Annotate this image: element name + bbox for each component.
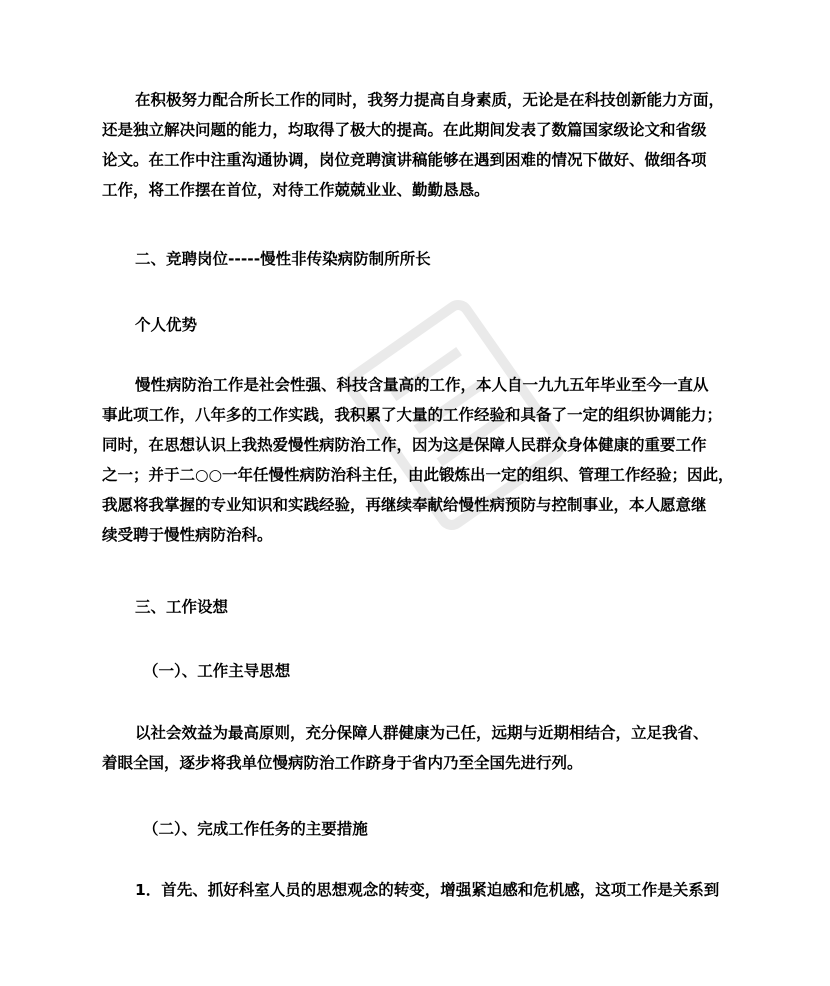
text-line: 慢性病防治工作是社会性强、科技含量高的工作，本人自一九九五年毕业至今一直从 [135,376,709,394]
subheading-personal-advantage: 个人优势 [135,316,198,334]
paragraph-advantage [102,370,732,550]
section-heading-position: 二、竞聘岗位-----慢性非传染病防制所所长 [135,250,431,268]
text-line: 事此项工作，八年多的工作实践，我积累了大量的工作经验和具备了一定的组织协调能力； [102,406,723,424]
text-line: 着眼全国，逐步将我单位慢病防治工作跻身于省内乃至全国先进行列。 [102,754,583,772]
text-line: 我愿将我掌握的专业知识和实践经验，再继续奉献给慢性病预防与控制事业，本人愿意继 [102,496,707,514]
text-line: 续受聘于慢性病防治科。 [102,526,273,544]
text-line: 还是独立解决问题的能力，均取得了极大的提高。在此期间发表了数篇国家级论文和省级 [102,121,707,139]
text-line: 论文。在工作中注重沟通协调，岗位竞聘演讲稿能够在遇到困难的情况下做好、做细各项 [102,151,707,169]
text-line: 之一；并于二○○一年任慢性病防治科主任，由此锻炼出一定的组织、管理工作经验；因此， [102,466,734,484]
text-line: 同时，在思想认识上我热爱慢性病防治工作，因为这是保障人民群众身体健康的重要工作 [102,436,707,454]
paragraph-self-improvement [102,85,732,205]
subheading-main-measures: （二）、完成工作任务的主要措施 [143,820,368,838]
paragraph-measure-1 [102,875,732,905]
paragraph-guiding-idea [102,718,732,778]
text-line: 1．首先、抓好科室人员的思想观念的转变，增强紧迫感和危机感，这项工作是关系到 [135,881,720,899]
section-heading-work-plan: 三、工作设想 [135,598,229,616]
text-line: 以社会效益为最高原则，充分保障人群健康为己任，远期与近期相结合，立足我省、 [135,724,709,742]
subheading-guiding-idea: （一）、工作主导思想 [143,662,291,680]
text-line: 工作，将工作摆在首位，对待工作兢兢业业、勤勤恳恳。 [102,181,490,199]
text-line: 在积极努力配合所长工作的同时，我努力提高自身素质，无论是在科技创新能力方面， [135,91,725,109]
